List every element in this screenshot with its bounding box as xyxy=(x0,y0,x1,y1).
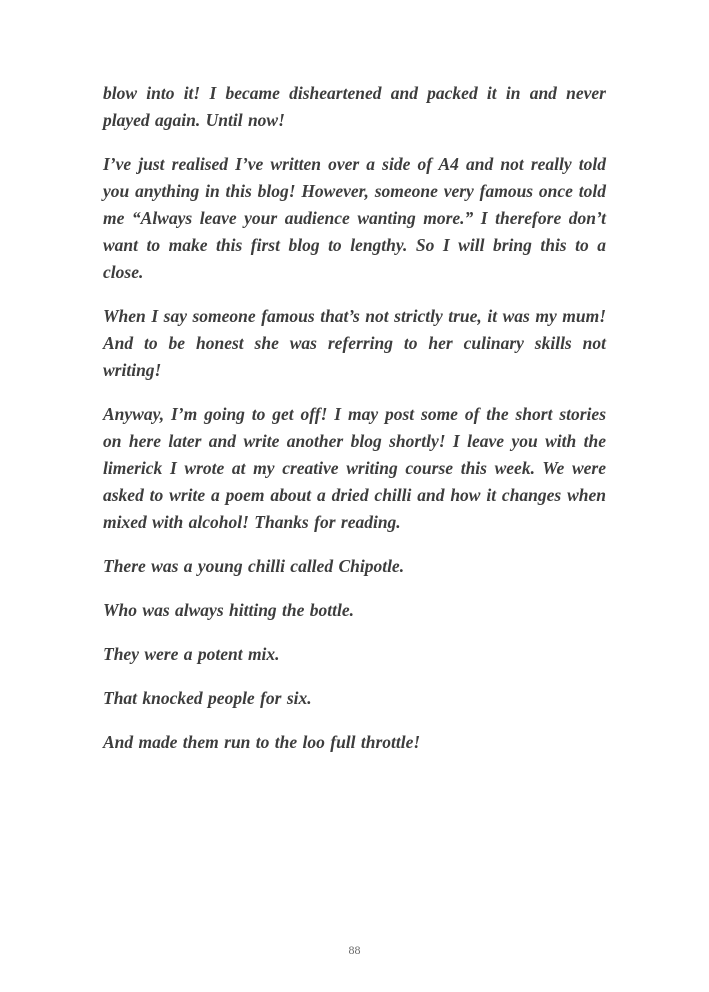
body-paragraph: blow into it! I became disheartened and packed it in and never played again. Until now! xyxy=(103,83,606,130)
limerick-line: Who was always hitting the bottle. xyxy=(103,600,355,620)
limerick-line: There was a young chilli called Chipotle. xyxy=(103,556,405,576)
body-paragraph: I’ve just realised I’ve written over a side of A4 and not really told you anything in this blog! However, someone very famous once told me “Always leave your audience wanting more.” I therefore don’t want to make this first blog to lengthy. So I will bring this to a close. xyxy=(103,154,606,282)
limerick-line: That knocked people for six. xyxy=(103,688,312,708)
page-number: 88 xyxy=(348,943,361,957)
limerick-line: And made them run to the loo full throttle! xyxy=(103,732,421,752)
page-body-text xyxy=(103,80,606,773)
body-paragraph: When I say someone famous that’s not strictly true, it was my mum! And to be honest she was referring to her culinary skills not writing! xyxy=(103,306,606,380)
body-paragraph: Anyway, I’m going to get off! I may post some of the short stories on here later and write another blog shortly! I leave you with the limerick I wrote at my creative writing course this week. We were asked to write a poem about a dried chilli and how it changes when mixed with alcohol! Thanks for reading. xyxy=(103,404,606,532)
limerick-line: They were a potent mix. xyxy=(103,644,280,664)
